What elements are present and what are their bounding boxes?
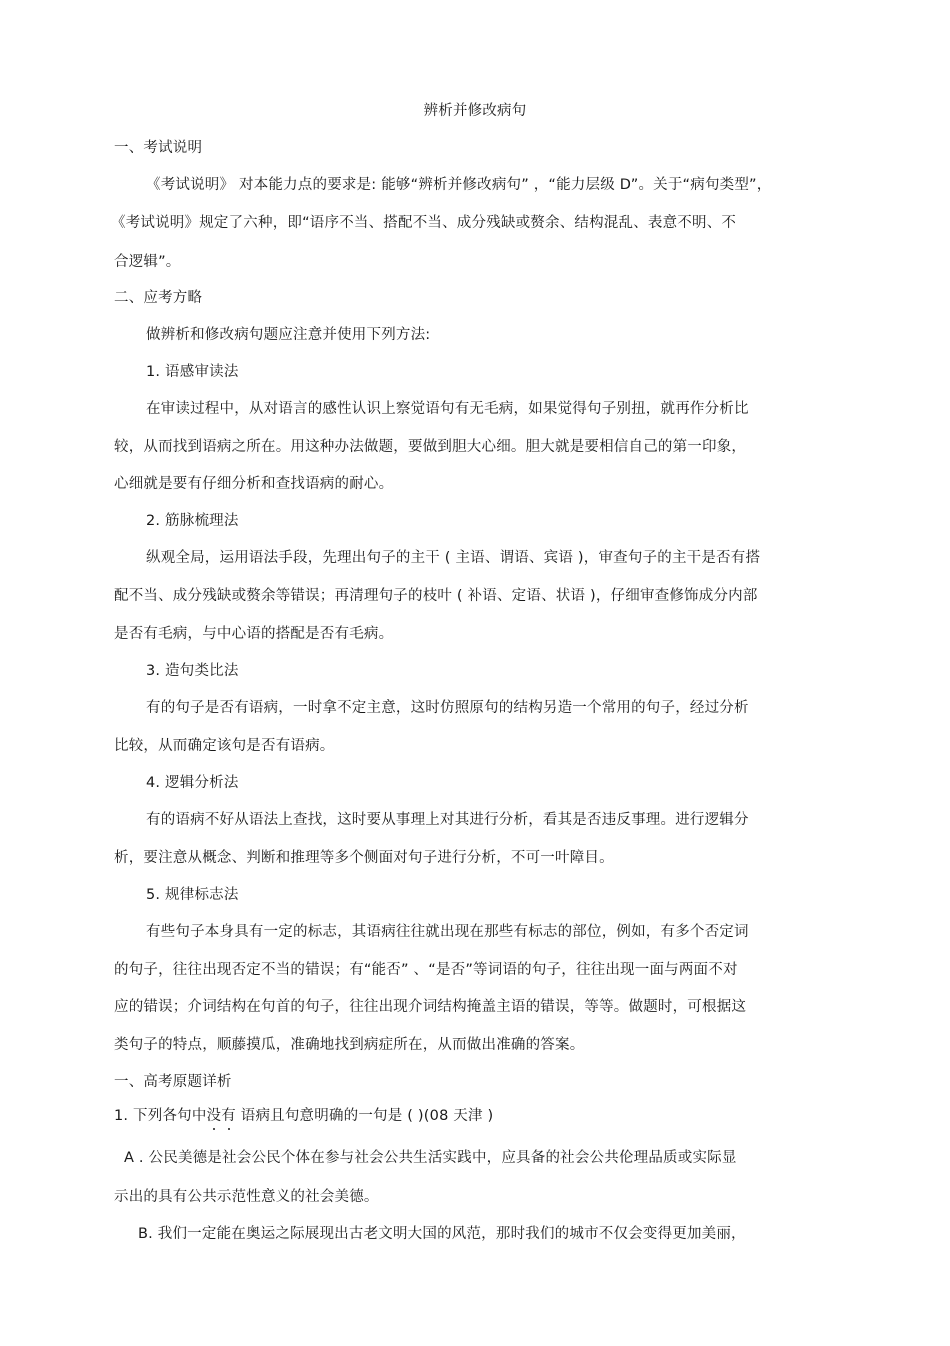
paragraph-line: 配不当、成分残缺或赘余等错误；再清理句子的枝叶 ( 补语、定语、状语 )，仔细审查修饰成分内部 <box>114 588 758 604</box>
question-1 <box>114 1106 493 1126</box>
paragraph-line: 析，要注意从概念、判断和推理等多个侧面对句子进行分析，不可一叶障目。 <box>114 850 614 866</box>
section-heading-exam-notes: 一、考试说明 <box>114 140 203 156</box>
method-heading-1: 1. 语感审读法 <box>146 364 239 380</box>
paragraph-line: 应的错误；介词结构在句首的句子，往往出现介词结构掩盖主语的错误，等等。做题时，可根据这 <box>114 999 747 1015</box>
emphasis-dot-char: 有 <box>221 1108 236 1124</box>
question-1-prefix: 1. 下列各句中 <box>114 1108 207 1124</box>
paragraph-line: 比较，从而确定该句是否有语病。 <box>114 738 335 754</box>
method-heading-2: 2. 筋脉梳理法 <box>146 513 239 529</box>
paragraph-line: 《考试说明》规定了六种，即“语序不当、搭配不当、成分残缺或赘余、结构混乱、表意不明、不 <box>111 215 737 231</box>
document-title: 辨析并修改病句 <box>423 103 527 119</box>
emphasis-dot-char: 没 <box>206 1108 222 1124</box>
paragraph-line: 合逻辑”。 <box>114 254 181 270</box>
paragraph-line: 是否有毛病，与中心语的搭配是否有毛病。 <box>114 626 394 642</box>
paragraph-line: 有的句子是否有语病，一时拿不定主意，这时仿照原句的结构另造一个常用的句子，经过分析 <box>146 700 749 716</box>
method-heading-5: 5. 规律标志法 <box>146 887 239 903</box>
paragraph-line: 有的语病不好从语法上查找，这时要从事理上对其进行分析，看其是否违反事理。进行逻辑分 <box>146 812 749 828</box>
option-a-line: 示出的具有公共示范性意义的社会美德。 <box>114 1189 379 1205</box>
paragraph-line: 心细就是要有仔细分析和查找语病的耐心。 <box>114 476 394 492</box>
option-a-line: A . 公民美德是社会公民个体在参与社会公共生活实践中，应具备的社会公共伦理品质或实际显 <box>124 1150 737 1166</box>
paragraph-line: 纵观全局，运用语法手段，先理出句子的主干 ( 主语、谓语、宾语 )，审查句子的主干是否有搭 <box>146 550 761 566</box>
paragraph-line: 《考试说明》 对本能力点的要求是: 能够“辨析并修改病句” ，“能力层级 D”。关于“病句类型”， <box>146 177 772 193</box>
section-heading-strategy: 二、应考方略 <box>114 290 203 306</box>
option-b-line: B. 我们一定能在奥运之际展现出古老文明大国的风范，那时我们的城市不仅会变得更加美丽， <box>138 1226 746 1242</box>
method-heading-4: 4. 逻辑分析法 <box>146 775 239 791</box>
paragraph-line: 的句子，往往出现否定不当的错误；有“能否” 、“是否”等词语的句子，往往出现一面与两面不对 <box>114 962 738 978</box>
paragraph-line: 类句子的特点，顺藤摸瓜，准确地找到病症所在，从而做出准确的答案。 <box>114 1037 585 1053</box>
paragraph-line: 做辨析和修改病句题应注意并使用下列方法: <box>146 327 431 343</box>
paragraph-line: 有些句子本身具有一定的标志，其语病往往就出现在那些有标志的部位，例如，有多个否定词 <box>146 924 749 940</box>
paragraph-line: 较，从而找到语病之所在。用这种办法做题，要做到胆大心细。胆大就是要相信自己的第一印象， <box>114 439 747 455</box>
method-heading-3: 3. 造句类比法 <box>146 663 239 679</box>
section-heading-past-exams: 一、高考原题详析 <box>114 1074 232 1090</box>
question-1-suffix: 语病且句意明确的一句是 ( )(08 天津 ) <box>235 1108 494 1124</box>
paragraph-line: 在审读过程中，从对语言的感性认识上察觉语句有无毛病，如果觉得句子别扭，就再作分析比 <box>146 401 749 417</box>
